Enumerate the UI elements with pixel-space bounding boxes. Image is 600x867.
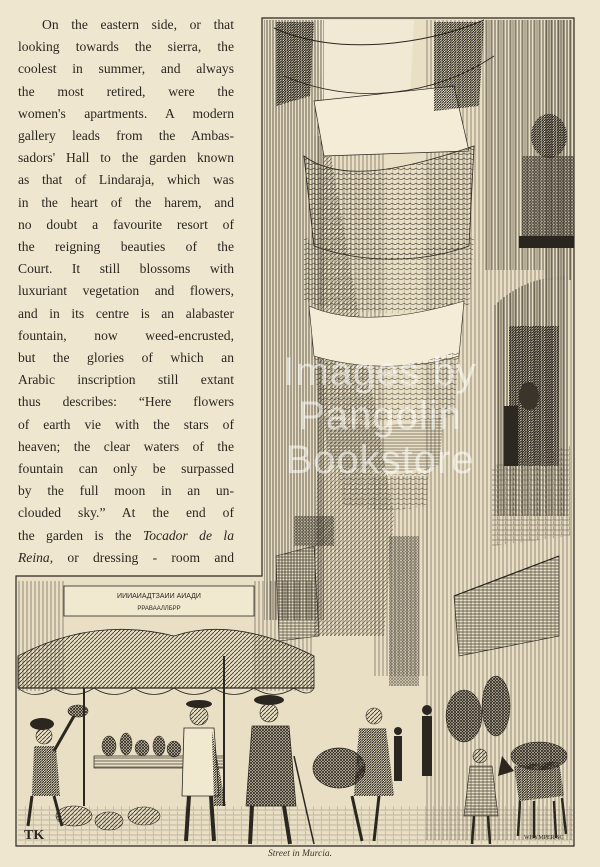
text-line-part: the garden is the [18,527,143,543]
text-line: but the glories of which an [18,350,234,366]
text-line: fountain can only be surpassed [18,461,234,477]
text-line: no doubt a favourite resort of [18,216,234,232]
text-line: Arabic inscription still extant [18,372,234,388]
text-line: sadors' Hall to the garden known [18,150,234,166]
signboard-text: ИИИАИАДТЗАИИ АИАДИ [117,593,201,600]
text-line: luxuriant vegetation and flowers, [18,283,234,299]
body-text-column [18,14,234,569]
text-line: fountain, now weed-encrusted, [18,327,234,343]
watermark-line-1: Images by [283,350,477,394]
text-line: by the full moon in an un- [18,483,234,499]
text-line: as that of Lindaraja, which was [18,172,234,188]
text-line: the reigning beauties of the [18,239,234,255]
watermark-line-2: Pangolin Bookstore [285,394,475,482]
text-line: in the heart of the harem, and [18,194,234,210]
text-line: of earth vie with the stars of [18,416,234,432]
signboard-text-2: РРАВААЛЛБРР [137,606,181,612]
text-line: gallery leads from the Ambas- [18,128,234,144]
text-line: On the eastern side, or that [42,17,234,32]
text-line: clouded sky.” At the end of [18,505,234,521]
text-line: coolest in summer, and always [18,61,234,77]
text-line [18,525,234,547]
monogram: TK [24,828,45,843]
text-line-part: , or dressing - room and [49,549,234,565]
italic-term-reina: Reina [18,549,50,565]
text-line: women's apartments. A modern [18,105,234,121]
text-line: and in its centre is an alabaster [18,305,234,321]
italic-term-tocador: Tocador de la [142,527,234,543]
text-line: the most retired, were the [18,83,234,99]
engraver-signature: WHYMPER SC [524,835,564,841]
text-line [18,547,234,569]
text-line: looking towards the sierra, the [18,39,234,55]
text-line: thus describes: “Here flowers [18,394,234,410]
text-line: heaven; the clear waters of the [18,438,234,454]
illustration-caption: Street in Murcia. [268,849,332,859]
text-line: Court. It still blossoms with [18,261,234,277]
